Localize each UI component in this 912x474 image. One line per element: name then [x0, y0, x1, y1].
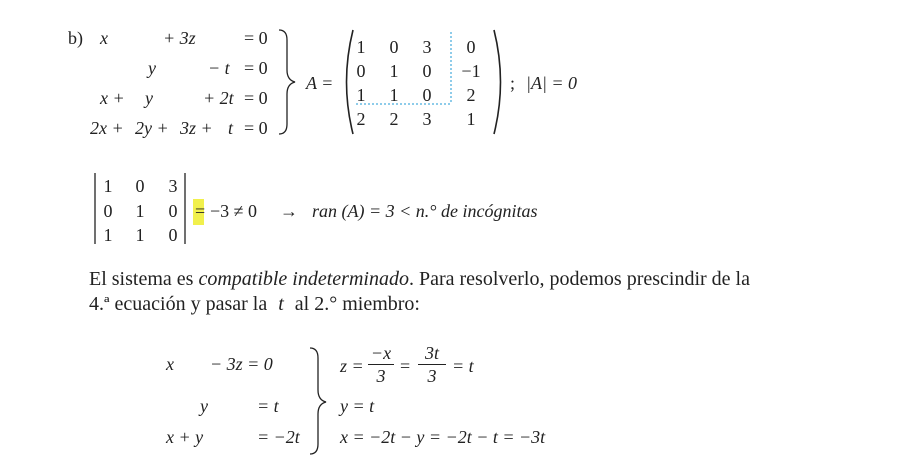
minor-cell: 1 [135, 201, 145, 221]
matrix-cell: 0 [356, 61, 366, 81]
solution-z-equals: = [400, 356, 411, 376]
matrix-cell: 1 [356, 85, 366, 105]
minor-cell: 3 [168, 176, 178, 196]
solution-y-line: y = t [340, 396, 375, 416]
solution-z-prefix: z = [340, 356, 364, 376]
matrix-cell: 0 [466, 37, 476, 57]
matrix-cell: 1 [389, 85, 399, 105]
solution-z-suffix: = t [452, 356, 474, 376]
eq3-rhs: = 0 [244, 88, 268, 108]
matrix-label: A = [306, 73, 334, 93]
eq1-term-3z: + 3z [163, 28, 196, 48]
eq1-rhs: = 0 [244, 28, 268, 48]
part-label: b) [68, 28, 83, 48]
matrix-cell: 0 [389, 37, 399, 57]
fraction-neg-x-over-3 [368, 344, 394, 385]
fraction-numerator: 3t [424, 343, 439, 363]
minor-cell: 1 [103, 225, 113, 245]
reduced-eq1-mid: − 3z = 0 [210, 354, 273, 374]
solution-x-line: x = −2t − y = −2t − t = −3t [340, 427, 546, 447]
matrix-cell: 0 [422, 85, 432, 105]
paragraph-text: al 2.° miembro: [294, 293, 420, 315]
matrix-cell: 3 [422, 37, 432, 57]
determinant-A: |A| = 0 [526, 73, 578, 93]
paragraph-line-1 [89, 269, 750, 289]
eq2-term-t: − t [208, 58, 230, 78]
eq4-term-2x: 2x + [90, 118, 124, 138]
paragraph-variable: t [278, 293, 284, 315]
eq3-term-2t: + 2t [203, 88, 234, 108]
matrix-cell: 3 [422, 109, 432, 129]
matrix-cell: −1 [461, 61, 481, 81]
fraction-3t-over-3 [418, 344, 446, 385]
reduced-eq2-left: y [200, 396, 208, 416]
reduced-eq3-left: x + y [166, 427, 204, 447]
eq4-term-3z: 3z + [180, 118, 213, 138]
matrix-cell: 0 [422, 61, 432, 81]
reduced-system-brace [310, 348, 326, 454]
arrow-icon: → [280, 201, 298, 221]
matrix-right-paren [494, 30, 501, 134]
matrix-cell: 2 [389, 109, 399, 129]
reduced-eq2-mid: = t [257, 396, 279, 416]
matrix-cell: 2 [356, 109, 366, 129]
fraction-bar [368, 364, 394, 365]
eq1-term-x: x [100, 28, 108, 48]
eq4-term-2y: 2y + [135, 118, 169, 138]
fraction-numerator: −x [370, 343, 392, 363]
matrix-cell: 1 [389, 61, 399, 81]
eq4-rhs: = 0 [244, 118, 268, 138]
fraction-denominator: 3 [376, 366, 386, 386]
paragraph-line-2 [89, 294, 420, 314]
fraction-bar [418, 364, 446, 365]
eq3-term-x: x + [100, 88, 125, 108]
minor-cell: 0 [103, 201, 113, 221]
minor-cell: 0 [168, 201, 178, 221]
eq2-term-y: y [148, 58, 156, 78]
reduced-eq3-mid: = −2t [257, 427, 300, 447]
minor-equals: = [195, 201, 206, 221]
eq3-term-y: y [145, 88, 153, 108]
eq2-rhs: = 0 [244, 58, 268, 78]
paragraph-emphasis: compatible indeterminado [198, 268, 409, 290]
paragraph-text: El sistema es [89, 268, 199, 290]
matrix-cell: 1 [466, 109, 476, 129]
fraction-denominator: 3 [427, 366, 437, 386]
system-right-brace [279, 30, 295, 134]
matrix-cell: 1 [356, 37, 366, 57]
minor-result: −3 ≠ 0 [210, 201, 258, 221]
minor-cell: 1 [135, 225, 145, 245]
rank-statement: ran (A) = 3 < n.° de incógnitas [312, 201, 538, 221]
paragraph-text: 4.ª ecuación y pasar la [89, 293, 268, 315]
eq4-term-t: t [228, 118, 234, 138]
paragraph-text: . Para resolverlo, podemos prescindir de la [408, 268, 750, 290]
separator-semicolon: ; [510, 73, 516, 93]
minor-cell: 1 [103, 176, 113, 196]
reduced-eq1-left: x [166, 354, 174, 374]
minor-cell: 0 [168, 225, 178, 245]
matrix-cell: 2 [466, 85, 476, 105]
minor-cell: 0 [135, 176, 145, 196]
